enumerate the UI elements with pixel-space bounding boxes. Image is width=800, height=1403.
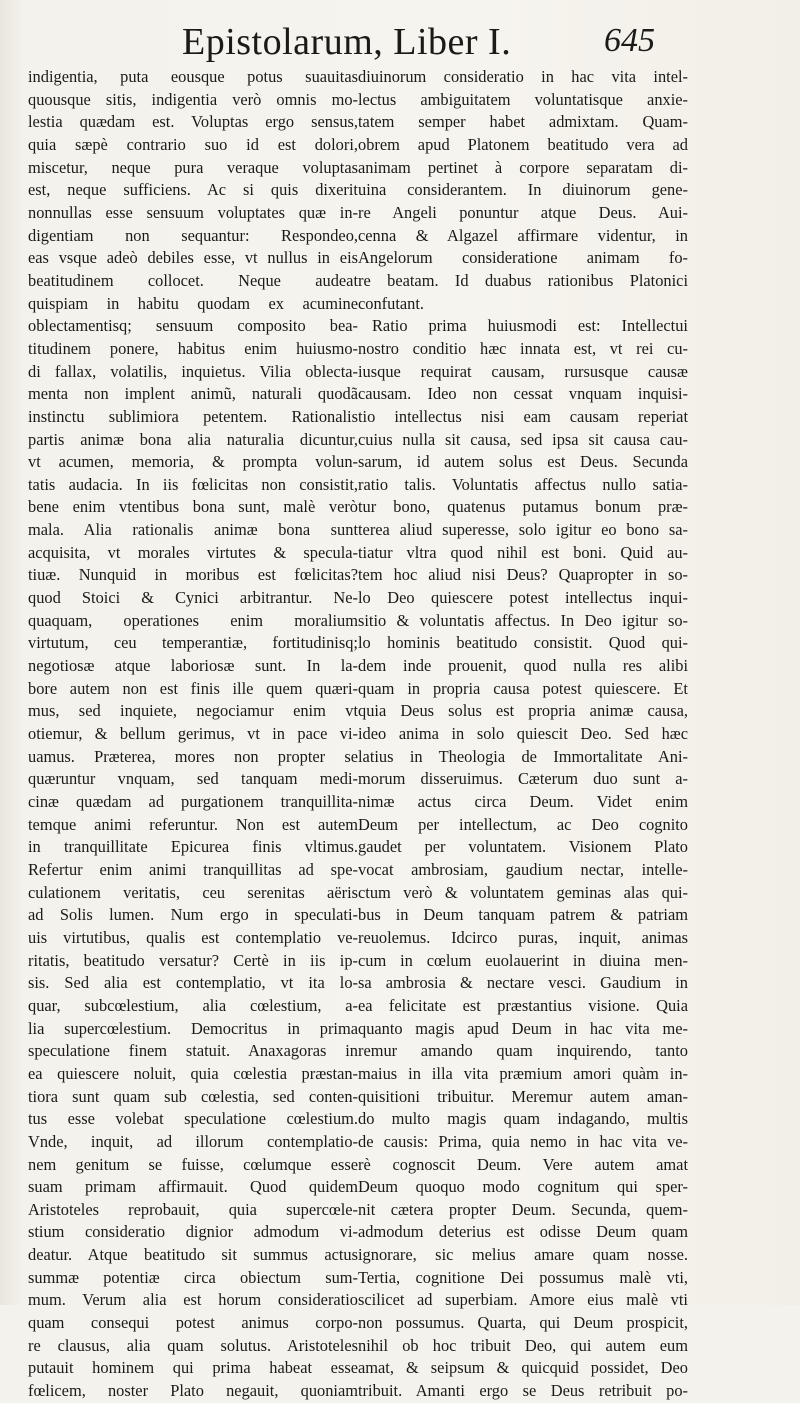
text-line: nihil ob hoc tribuit Deo, qui autem eum bbox=[358, 1335, 688, 1355]
text-line: uamus. Præterea, mores non propter se bbox=[28, 746, 358, 766]
text-line: titudinem ponere, habitus enim huiusmo- bbox=[28, 338, 358, 358]
text-line: tatem semper habet admixtam. Quam- bbox=[358, 112, 688, 132]
text-line: cenna & Algazel affirmare videntur, in bbox=[358, 225, 688, 245]
text-line: beatitudinem collocet. Neque audeat bbox=[28, 270, 358, 290]
text-line: nimæ actus circa Deum. Videt enim bbox=[358, 792, 688, 811]
text-line: scilicet ad superbiam. Amore eius malè vti bbox=[358, 1290, 688, 1310]
text-line: lia supercœlestium. Democritus in prima bbox=[28, 1018, 358, 1038]
text-line: ideo anima in solo quiescit Deo. Sed hæc bbox=[358, 724, 688, 744]
text-line: otiemur, & bellum gerimus, vt in pace vi- bbox=[28, 724, 358, 744]
text-line: cum in cœlum euolauerint in diuina men- bbox=[358, 950, 688, 970]
text-line: quousque sitis, indigentia verò omnis mo- bbox=[28, 89, 358, 109]
text-line: Ratio prima huiusmodi est: Intellectui bbox=[372, 316, 688, 336]
text-line: amat, & seipsum & quicquid possidet, Deo bbox=[358, 1358, 688, 1378]
text-line: iusque requirat causam, rursusque causæ bbox=[358, 361, 688, 381]
text-line: tiora sunt quam sub cœlestia, sed conten- bbox=[28, 1086, 358, 1106]
text-line: speculatione finem statuit. Anaxagoras in bbox=[28, 1041, 358, 1061]
text-line: quaquam, operationes enim moralium bbox=[28, 610, 358, 630]
text-line: remur amando quam inquirendo, tanto bbox=[358, 1041, 688, 1061]
text-line: quam consequi potest animus corpo- bbox=[28, 1313, 358, 1333]
text-line: obrem apud Platonem beatitudo vera ad bbox=[358, 134, 688, 154]
text-line: cuius nulla sit causa, sed ipsa sit causa cau- bbox=[358, 429, 688, 449]
text-line: ctum verò & voluntatem geminas alas qui- bbox=[358, 882, 688, 902]
text-line: uis virtutibus, qualis est contemplatio ve- bbox=[28, 927, 358, 947]
text-line: nem genitum se fuisse, cœlumque esse bbox=[28, 1154, 358, 1174]
text-line: acquisita, vt morales virtutes & specula- bbox=[28, 542, 358, 562]
text-line: Refertur enim animi tranquillitas ad spe- bbox=[28, 859, 358, 879]
text-line: nostro conditio hæc innata est, vt rei cu- bbox=[358, 338, 688, 358]
text-line: ea quiescere noluit, quia cœlestia præstan- bbox=[28, 1063, 358, 1083]
page-header bbox=[0, 12, 800, 62]
text-line: quispiam in habitu quodam ex acumine bbox=[28, 293, 358, 313]
text-line: partis animæ bona alia naturalia dicuntur, bbox=[28, 429, 358, 449]
page-number: 645 bbox=[604, 22, 655, 59]
text-line: re beatam. Id duabus rationibus Platonici bbox=[358, 270, 688, 290]
text-line: rè cognoscit Deum. Vere autem amat bbox=[358, 1154, 688, 1174]
right-text-column bbox=[358, 66, 688, 1403]
text-line: ritatis, beatitudo versatur? Certè in iis ip- bbox=[28, 950, 358, 970]
text-line: uina considerantem. In diuinorum gene- bbox=[358, 180, 688, 200]
text-line: sarum, id autem solus est Deus. Secunda bbox=[358, 452, 688, 472]
text-line: putauit hominem qui prima habeat esse bbox=[28, 1358, 358, 1378]
text-line: temque animi referuntur. Non est autem bbox=[28, 814, 358, 834]
text-line: gaudet per voluntatem. Visionem Plato bbox=[358, 837, 688, 857]
text-line: oblectamentisq; sensuum composito bea- bbox=[28, 316, 358, 336]
text-line: reuolemus. Idcirco puras, inquit, animas bbox=[358, 927, 688, 947]
text-line: ignorare, sic melius amare quam nosse. bbox=[358, 1245, 688, 1265]
text-line: mala. Alia rationalis animæ bona sunt bbox=[28, 520, 358, 540]
text-line: di fallax, volatilis, inquietus. Vilia oblecta- bbox=[28, 361, 358, 381]
text-line: quam in propria causa potest quiescere. Et bbox=[358, 678, 688, 698]
text-line: bene enim vtentibus bona sunt, malè verò bbox=[28, 497, 358, 517]
text-line: non possumus. Quarta, qui Deum prospicit, bbox=[358, 1313, 688, 1333]
text-line: tur bono, quatenus putamus bonum præ- bbox=[358, 497, 688, 517]
text-line: quisitioni tribuitur. Meremur autem aman- bbox=[358, 1086, 688, 1106]
text-line: Deum quoquo modo cognitum qui sper- bbox=[358, 1177, 688, 1197]
text-line: tatis audacia. In iis fœlicitas non consistit, bbox=[28, 474, 358, 494]
text-line: in tranquillitate Epicurea finis vltimus. bbox=[28, 837, 358, 857]
text-line: tem hoc aliud nisi Deus? Quapropter in so- bbox=[358, 565, 688, 585]
text-line: quia sæpè contrario suo id est dolori, bbox=[28, 134, 358, 154]
text-line: re clausus, alia quam solutus. Aristoteles bbox=[28, 1335, 358, 1355]
text-line: quod Stoici & Cynici arbitrantur. Ne- bbox=[28, 588, 358, 608]
text-line: causam. Ideo non cessat vnquam inquisi- bbox=[358, 384, 688, 404]
text-line: sis. Sed alia est contemplatio, vt ita lo- bbox=[28, 973, 358, 993]
text-line: ratio talis. Voluntatis affectus nullo satia- bbox=[358, 474, 688, 494]
text-line: confutant. bbox=[358, 293, 424, 313]
text-line: tribuit. Amanti ergo se Deus retribuit po- bbox=[358, 1381, 688, 1401]
text-line: summæ potentiæ circa obiectum sum- bbox=[28, 1267, 358, 1287]
text-line: est, neque sufficiens. Ac si quis dixerit bbox=[28, 180, 358, 200]
text-line: dem inde prouenit, quod nulla res alibi bbox=[358, 656, 688, 676]
text-line: Deum per intellectum, ac Deo cognito bbox=[358, 814, 688, 834]
text-line: nonnullas esse sensuum voluptates quæ in- bbox=[28, 202, 358, 222]
text-line: stium consideratio dignior admodum vi- bbox=[28, 1222, 358, 1242]
text-line: eas vsque adeò debiles esse, vt nullus in eis bbox=[28, 248, 358, 268]
text-line: vocat ambrosiam, gaudium nectar, intelle- bbox=[358, 859, 688, 879]
left-text-column bbox=[28, 66, 358, 1403]
text-line: quia Deus solus est propria animæ causa, bbox=[358, 701, 688, 721]
text-line: Vnde, inquit, ad illorum contemplatio- bbox=[28, 1131, 358, 1151]
text-line: virtutum, ceu temperantiæ, fortitudinisq; bbox=[28, 633, 358, 653]
text-line: lectus ambiguitatem voluntatisque anxie- bbox=[358, 89, 688, 109]
text-line: miscetur, neque pura veraque voluptas bbox=[28, 157, 358, 177]
text-line: sitio & voluntatis affectus. In Deo igitur so- bbox=[358, 610, 688, 630]
text-line: negotiosæ atque laboriosæ sunt. In la- bbox=[28, 656, 358, 676]
text-line: sa ambrosia & nectare vesci. Gaudium in bbox=[358, 973, 688, 993]
text-line: tio intellectus nisi eam causam reperiat bbox=[358, 406, 688, 426]
text-line: cinæ quædam ad purgationem tranquillita- bbox=[28, 792, 358, 811]
text-line: maius in illa vita præmium amori quàm in- bbox=[358, 1063, 688, 1083]
text-line: suam primam affirmauit. Quod quidem bbox=[28, 1177, 358, 1197]
text-line: nit cætera propter Deum. Secunda, quem- bbox=[358, 1199, 688, 1219]
text-line: lo hominis beatitudo consistit. Quod qui- bbox=[358, 633, 688, 653]
text-line: fœlicem, noster Plato negauit, quoniam bbox=[28, 1381, 358, 1401]
text-line: morum disseruimus. Cæterum duo sunt a- bbox=[358, 769, 688, 789]
text-line: quar, subcœlestium, alia cœlestium, a- bbox=[28, 995, 358, 1015]
text-line: diuinorum consideratio in hac vita intel- bbox=[358, 67, 688, 86]
running-title: Epistolarum, Liber I. bbox=[182, 21, 512, 63]
text-line: menta non implent animũ, naturali quodã bbox=[28, 384, 358, 404]
text-line: culationem veritatis, ceu serenitas aëris bbox=[28, 882, 358, 902]
text-line: mum. Verum alia est horum consideratio bbox=[28, 1290, 358, 1310]
text-line: tus esse volebat speculatione cœlestium. bbox=[28, 1109, 358, 1129]
text-line: ad Solis lumen. Num ergo in speculati- bbox=[28, 905, 358, 925]
text-line: tiatur vltra quod nihil est boni. Quid au- bbox=[358, 542, 688, 562]
text-line: quanto magis apud Deum in hac vita me- bbox=[358, 1018, 688, 1038]
text-line: Tertia, cognitione Dei possumus malè vti, bbox=[358, 1267, 688, 1287]
text-line: digentiam non sequantur: Respondeo, bbox=[28, 225, 358, 245]
text-line: re Angeli ponuntur atque Deus. Aui- bbox=[358, 202, 688, 222]
text-line: deatur. Atque beatitudo sit summus actus bbox=[28, 1245, 358, 1265]
text-line: lo Deo quiescere potest intellectus inqui- bbox=[358, 588, 688, 608]
text-line: mus, sed inquiete, negociamur enim vt bbox=[28, 701, 358, 721]
text-line: ea felicitate est præstantius visione. Quia bbox=[358, 995, 688, 1015]
text-line: tiuæ. Nunquid in moribus est fœlicitas? bbox=[28, 565, 358, 585]
text-line: de causis: Prima, quia nemo in hac vita ve- bbox=[358, 1131, 688, 1151]
text-line: latius in Theologia de Immortalitate Ani- bbox=[358, 746, 688, 766]
text-line: terea aliud superesse, solo igitur eo bono sa- bbox=[358, 520, 688, 540]
text-line: animam pertinet à corpore separatam di- bbox=[358, 157, 688, 177]
text-line: lestia quædam est. Voluptas ergo sensus, bbox=[28, 112, 358, 132]
text-line: quæruntur vnquam, sed tanquam medi- bbox=[28, 769, 358, 789]
text-line: instinctu sublimiora petentem. Rationalis bbox=[28, 406, 358, 426]
text-line: vt acumen, memoria, & prompta volun- bbox=[28, 452, 358, 472]
text-line: indigentia, puta eousque potus suauitas bbox=[28, 67, 358, 86]
text-line: bus in Deum tanquam patrem & patriam bbox=[358, 905, 688, 925]
text-line: do multo magis quam indagando, multis bbox=[358, 1109, 688, 1129]
text-line: Aristoteles reprobauit, quia supercœle- bbox=[28, 1199, 358, 1219]
text-line: Angelorum consideratione animam fo- bbox=[358, 248, 688, 268]
text-line: bore autem non est finis ille quem quæri- bbox=[28, 678, 358, 698]
text-line: admodum deterius est odisse Deum quam bbox=[358, 1222, 688, 1242]
